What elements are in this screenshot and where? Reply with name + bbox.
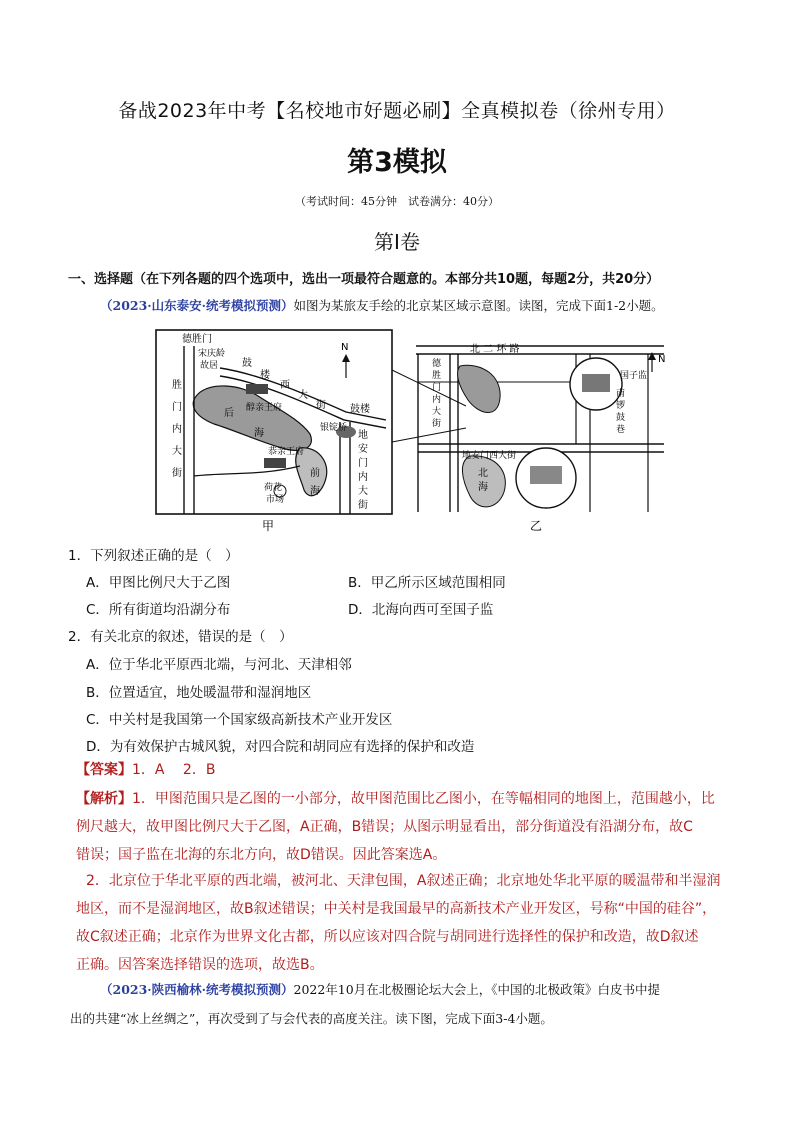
volume-heading: 第Ⅰ卷: [374, 230, 420, 254]
question-2-option-a[interactable]: A．位于华北平原西北端，与河北、天津相邻: [86, 657, 352, 673]
exam-info: （考试时间：45分钟 试卷满分：40分）: [295, 195, 499, 208]
analysis-paragraph-1: [76, 785, 736, 869]
question-2-option-d[interactable]: D．为有效保护古城风貌，对四合院和胡同应有选择的保护和改造: [86, 739, 475, 755]
question-1-option-c[interactable]: C．所有街道均沿湖分布: [86, 602, 231, 618]
map-label: 后: [224, 408, 234, 419]
analysis-line: 故C叙述正确；北京作为世界文化古都，所以应该对四合院与胡同进行选择性的保护和改造，故D叙述: [76, 929, 699, 945]
map-label: 门: [172, 402, 182, 413]
analysis-line: 正确。因答案选择错误的选项，故选B。: [76, 957, 324, 973]
map-label: 海: [254, 428, 264, 439]
analysis-line: 例尺越大，故甲图比例尺大于乙图，A正确，B错误；从图示明显看出，部分街道没有沿湖分布，故C: [76, 819, 693, 835]
intro-source: （2023·山东泰安·统考模拟预测）: [100, 298, 294, 313]
map-label: 醇亲王府: [246, 403, 283, 413]
analysis-line: 地区，而不是湿润地区，故B叙述错误；中关村是我国最早的高新技术产业开发区，号称“中国的硅谷”，: [76, 901, 717, 917]
answer-text: 1．A 2．B: [132, 762, 216, 778]
page-title: 备战2023年中考【名校地市好题必刷】全真模拟卷（徐州专用）: [118, 100, 676, 122]
map-label: 德: [432, 359, 442, 369]
right-nanluogu-labels: [616, 387, 625, 435]
map-label: 银锭桥: [320, 423, 348, 433]
map-label: 街: [316, 400, 326, 411]
analysis-line: 2．北京位于华北平原的西北端，被河北、天津包围，A叙述正确；北京地处华北平原的暖温带和半湿润: [86, 873, 721, 889]
map-label: 北 二 环 路: [470, 344, 520, 355]
map-label: 德胜门: [182, 334, 212, 345]
question-intro: [100, 296, 664, 314]
map-label: 恭亲王府: [268, 447, 305, 457]
map-label: 楼: [260, 370, 270, 381]
map-caption-right: 乙: [530, 519, 543, 533]
map-label: 门: [432, 383, 442, 393]
north-label-right: N: [658, 354, 666, 365]
map-label: 安: [358, 444, 368, 455]
question-1-option-b[interactable]: B．甲乙所示区域范围相同: [348, 575, 506, 591]
analysis-paragraph-2: [76, 867, 736, 979]
question-1-stem: 1．下列叙述正确的是（ ）: [68, 548, 239, 564]
map-label: 大: [432, 407, 442, 417]
map-label: 大: [358, 486, 368, 497]
map-label: 北: [478, 468, 488, 479]
question-2-stem: 2．有关北京的叙述，错误的是（ ）: [68, 629, 293, 645]
next-question-intro: [70, 975, 735, 1033]
map-label: 内: [432, 395, 442, 405]
map-label: 街: [172, 468, 182, 479]
question-2-option-b[interactable]: B．位置适宜，地处暖温带和湿润地区: [86, 685, 312, 701]
map-label: 锣: [616, 401, 626, 411]
map-label: 大: [298, 390, 308, 401]
map-label: 市场: [266, 495, 285, 505]
answer-label: 【答案】: [76, 762, 132, 778]
question-1-option-a[interactable]: A．甲图比例尺大于乙图: [86, 575, 231, 591]
map-label: 巷: [616, 425, 626, 435]
map-label: 故居: [200, 361, 219, 371]
map-label: 街: [432, 419, 442, 429]
beijing-map-figure: [150, 326, 670, 538]
map-caption-left: 甲: [262, 519, 275, 533]
exam-subtitle: 第3模拟: [347, 147, 447, 178]
map-label: 海: [478, 482, 488, 493]
map-label: 南: [616, 389, 626, 399]
map-label: 胜: [172, 380, 182, 391]
map-label: 地: [358, 430, 368, 441]
next-text-1: 2022年10月在北极圈论坛大会上，《中国的北极政策》白皮书中提: [293, 982, 660, 997]
map-label: 海: [310, 486, 320, 497]
gongwangfu-building: [264, 458, 286, 468]
question-2-option-c[interactable]: C．中关村是我国第一个国家级高新技术产业开发区: [86, 712, 393, 728]
map-label: 门: [358, 458, 368, 469]
question-1-option-d[interactable]: D．北海向西可至国子监: [348, 602, 494, 618]
analysis-line: 错误；国子监在北海的东北方向，故D错误。因此答案选A。: [76, 847, 447, 863]
intro-text: 如图为某旅友手绘的北京某区域示意图。读图，完成下面1-2小题。: [293, 298, 664, 313]
map-label: 鼓: [242, 358, 252, 369]
map-label: 内: [358, 472, 368, 483]
map-label: 荷花: [264, 483, 283, 493]
map-label: 国子监: [620, 371, 648, 381]
map-label: 大: [172, 446, 182, 457]
map-label: 地安门西大街: [462, 451, 517, 461]
map-label: 西: [280, 380, 290, 391]
map-label: 鼓: [616, 413, 626, 423]
north-label-left: N: [341, 342, 349, 353]
next-text-2: 出的共建“冰上丝绸之”，再次受到了与会代表的高度关注。读下图，完成下面3-4小题。: [70, 1011, 553, 1026]
map-label: 胜: [432, 371, 442, 381]
analysis-label: 【解析】: [76, 791, 132, 807]
map-label: 前: [310, 468, 320, 479]
map-label: 街: [358, 500, 368, 511]
next-source: （2023·陕西榆林·统考模拟预测）: [100, 982, 294, 997]
map-label: 宋庆龄: [198, 349, 226, 359]
right-deshengmen-labels: [432, 357, 442, 429]
map-right: [416, 342, 665, 533]
answer-line: [76, 756, 215, 784]
section-heading: 一、选择题（在下列各题的四个选项中，选出一项最符合题意的。本部分共10题，每题2分，共20分）: [68, 272, 660, 287]
map-label: 鼓楼: [350, 404, 370, 415]
analysis-line: 1．甲图范围只是乙图的一小部分，故甲图范围比乙图小，在等幅相同的地图上，范围越小，比: [132, 791, 715, 807]
gulou-building: [246, 384, 268, 394]
map-label: 内: [172, 424, 182, 435]
